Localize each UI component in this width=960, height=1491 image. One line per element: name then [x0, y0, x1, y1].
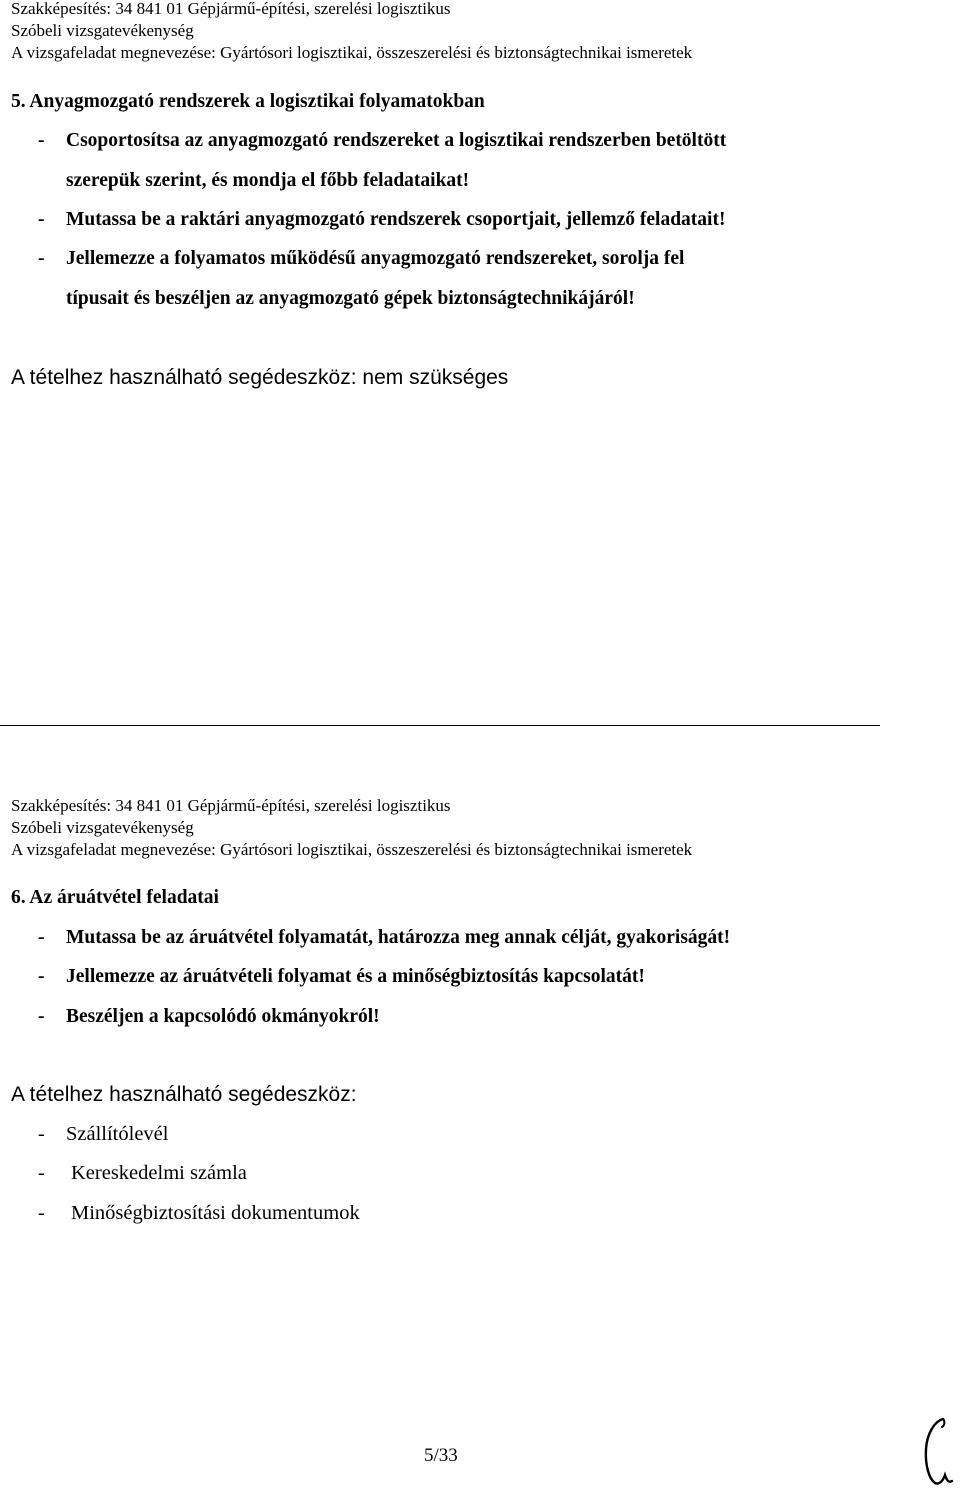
list-dash: - — [38, 966, 45, 987]
question-text: Jellemezze az áruátvételi folyamat és a minőségbiztosítás kapcsolatát! — [66, 966, 645, 987]
page-number: 5/33 — [424, 1445, 458, 1466]
page-divider — [0, 725, 880, 726]
header-exam-type: Szóbeli vizsgatevékenység — [11, 21, 194, 40]
list-dash: - — [38, 1162, 45, 1184]
aid-list-item — [38, 1202, 360, 1225]
aid-item-text: Kereskedelmi számla — [71, 1162, 247, 1184]
list-dash: - — [38, 1123, 45, 1145]
section-6-aid: A tételhez használható segédeszköz: — [11, 1083, 357, 1106]
question-text: Mutassa be a raktári anyagmozgató rendszerek csoportjait, jellemző feladatait! — [66, 209, 726, 230]
question-text: Mutassa be az áruátvétel folyamatát, határozza meg annak célját, gyakoriságát! — [66, 927, 731, 948]
section-5-aid: A tételhez használható segédeszköz: nem szükséges — [11, 366, 509, 389]
question-text: Jellemezze a folyamatos működésű anyagmozgató rendszereket, sorolja fel — [66, 248, 685, 269]
aid-list-item — [38, 1123, 168, 1146]
section-5-question-2 — [38, 209, 725, 231]
header-task-name: A vizsgafeladat megnevezése: Gyártósori logisztikai, összeszerelési és biztonságtechnikai ismeretek — [11, 43, 693, 62]
aid-item-text: Minőségbiztosítási dokumentumok — [71, 1202, 360, 1224]
section-5-question-1-cont: szerepük szerint, és mondja el főbb feladataikat! — [66, 170, 470, 191]
section-6-question-1 — [38, 927, 730, 949]
section-5-question-1 — [38, 130, 870, 152]
header-qualification: Szakképesítés: 34 841 01 Gépjármű-építési, szerelési logisztikus — [11, 796, 451, 815]
section-6-question-2 — [38, 966, 645, 988]
section-6-question-3 — [38, 1006, 380, 1028]
section-5-title: 5. Anyagmozgató rendszerek a logisztikai folyamatokban — [11, 91, 485, 112]
list-dash: - — [38, 209, 45, 230]
aid-item-text: Szállítólevél — [66, 1123, 169, 1145]
list-dash: - — [38, 130, 45, 151]
list-dash: - — [38, 927, 45, 948]
question-text: Csoportosítsa az anyagmozgató rendszereket a logisztikai rendszerben betöltött — [66, 130, 727, 151]
handwritten-initial-mark — [921, 1415, 955, 1487]
header-qualification: Szakképesítés: 34 841 01 Gépjármű-építési, szerelési logisztikus — [11, 0, 451, 18]
list-dash: - — [38, 1202, 45, 1224]
header-task-name: A vizsgafeladat megnevezése: Gyártósori logisztikai, összeszerelési és biztonságtechnikai ismeretek — [11, 840, 693, 859]
section-5-question-3-cont: típusait és beszéljen az anyagmozgató gépek biztonságtechnikájáról! — [66, 288, 635, 309]
section-5-question-3 — [38, 248, 870, 270]
header-exam-type: Szóbeli vizsgatevékenység — [11, 818, 194, 837]
list-dash: - — [38, 248, 45, 269]
list-dash: - — [38, 1006, 45, 1027]
question-text: Beszéljen a kapcsolódó okmányokról! — [66, 1006, 380, 1027]
aid-list-item — [38, 1162, 247, 1185]
section-6-title: 6. Az áruátvétel feladatai — [11, 887, 219, 908]
